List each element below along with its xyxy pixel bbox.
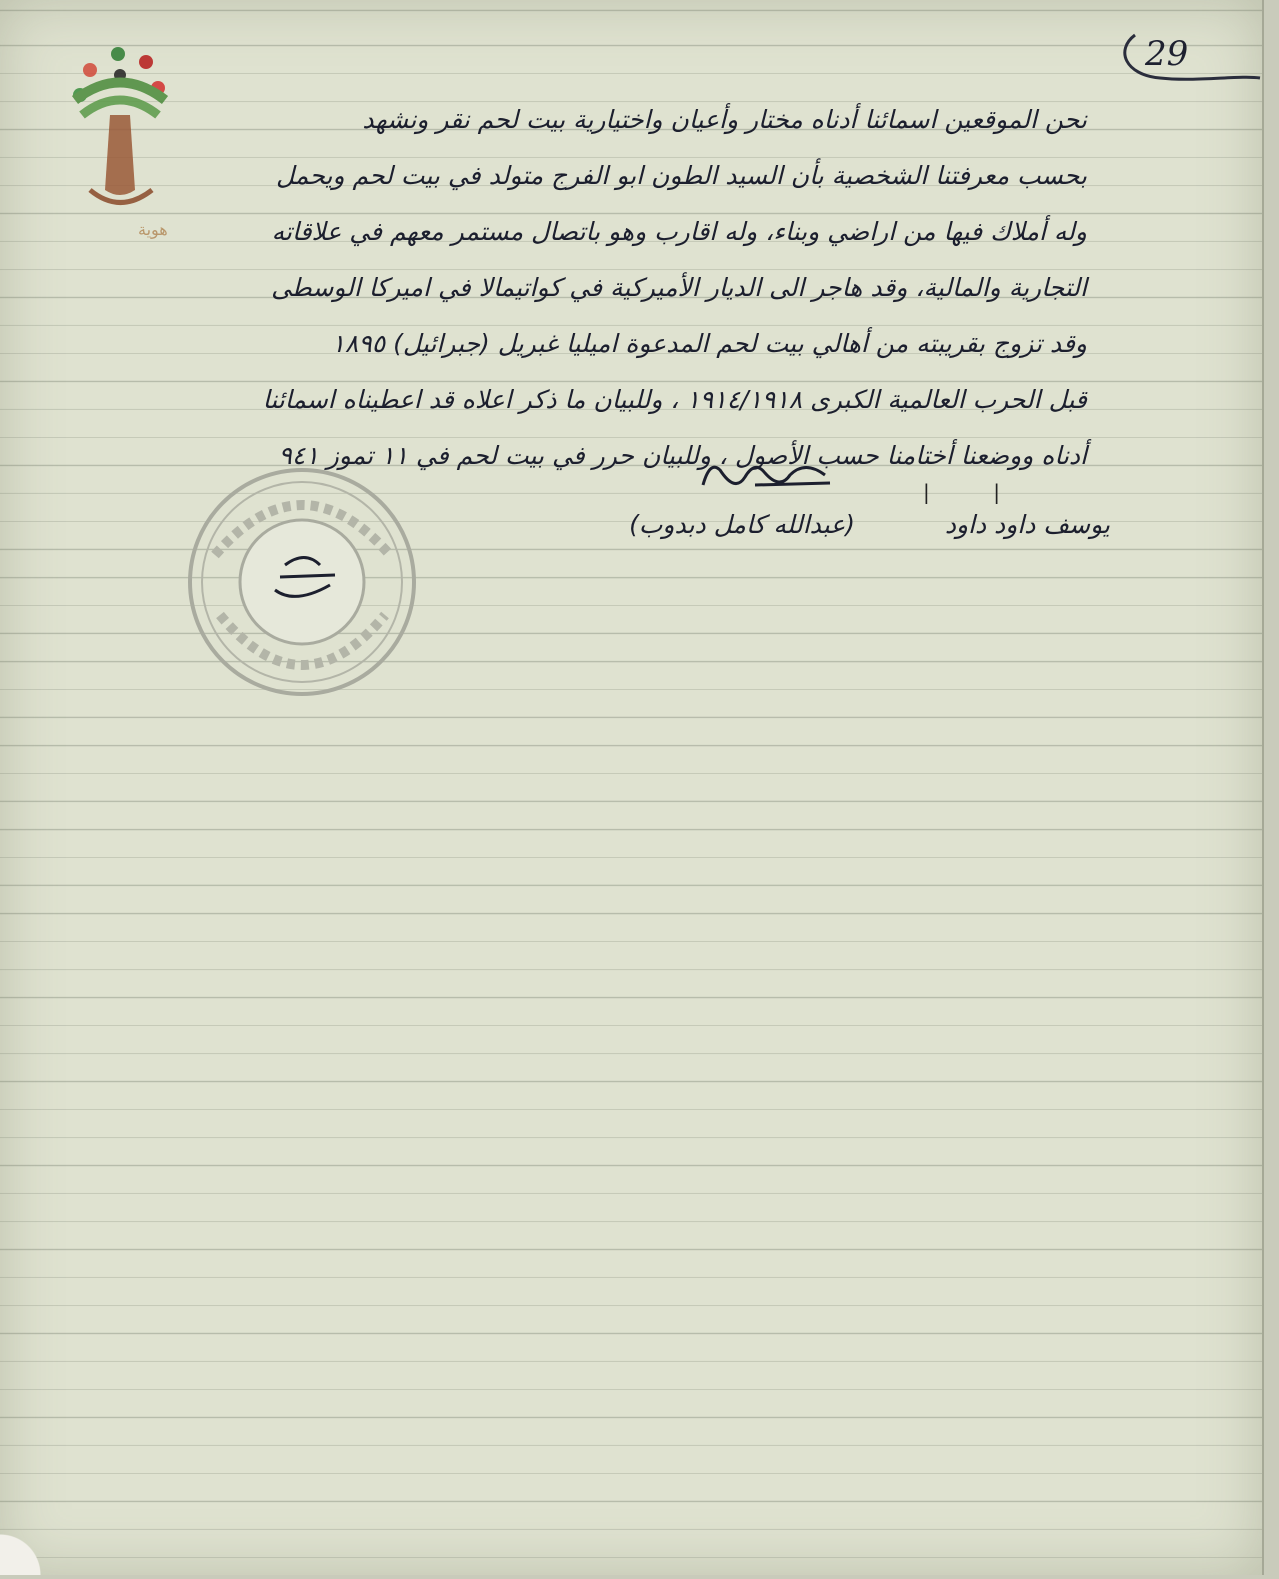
letter-line: نحن الموقعين اسمائنا أدناه مختار وأعيان واختيارية بيت لحم نقر ونشهد bbox=[362, 105, 1087, 134]
signature-block bbox=[629, 455, 1110, 565]
letter-line: وله أملاك فيها من اراضي وبناء، وله اقارب وهو باتصال مستمر معهم في علاقاته bbox=[271, 217, 1087, 246]
signer-name-2: (عبدالله كامل دبدوب) bbox=[629, 510, 855, 539]
signature-marks: | | bbox=[922, 480, 1000, 504]
logo-text: هوية bbox=[138, 220, 168, 239]
official-round-seal bbox=[185, 465, 420, 700]
letter-line: أدناه ووضعنا أختامنا حسب الأصول ، وللبيان حرر في بيت لحم في ١١ تموز ٩٤١ bbox=[278, 441, 1087, 470]
page-number-circle bbox=[1115, 20, 1265, 90]
letter-body bbox=[27, 92, 1087, 484]
circle-mark-icon bbox=[1115, 20, 1265, 90]
letter-line: بحسب معرفتنا الشخصية بأن السيد الطون ابو الفرج متولد في بيت لحم ويحمل bbox=[276, 161, 1087, 190]
letter-line: التجارية والمالية، وقد هاجر الى الديار الأميركية في كواتيمالا في اميركا الوسطى bbox=[271, 273, 1087, 302]
letter-line: وقد تزوج بقريبته من أهالي بيت لحم المدعوة اميليا غبريل (جبرائيل) ١٨٩٥ bbox=[331, 329, 1087, 358]
letter-line: قبل الحرب العالمية الكبرى ١٩١٤/١٩١٨ ، وللبيان ما ذكر اعلاه قد اعطيناه اسمائنا bbox=[262, 385, 1087, 414]
handwritten-signature bbox=[695, 455, 835, 505]
page-number-text: 29 bbox=[1145, 34, 1189, 74]
seal-icon bbox=[185, 465, 420, 700]
signer-name-1: يوسف داود داود bbox=[944, 510, 1110, 539]
torn-corner bbox=[0, 1515, 70, 1575]
